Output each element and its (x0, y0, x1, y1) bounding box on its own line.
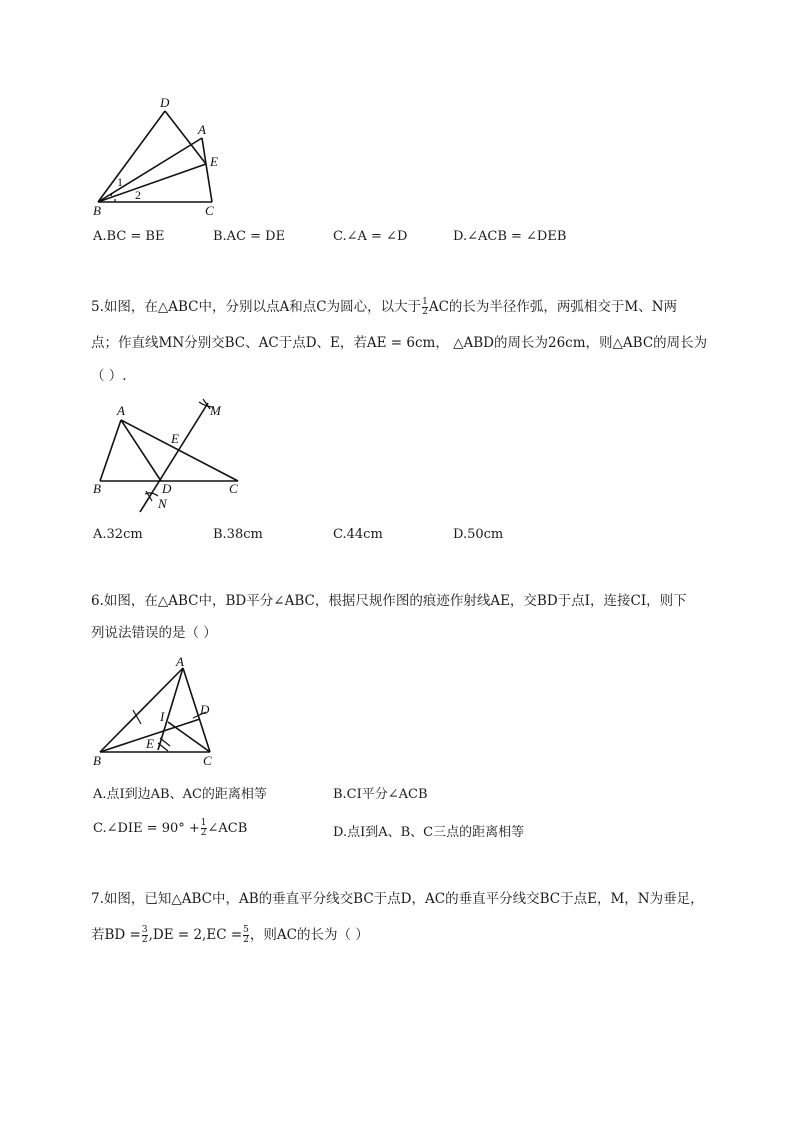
q7-stem-line2-mid: ,DE = 2,EC = (148, 927, 243, 943)
q6-label-D: D (200, 702, 210, 717)
q6-segment-CI (168, 722, 210, 752)
q6-option-c-fraction (201, 819, 207, 838)
q5-line-MN (140, 403, 208, 512)
q6-stem-line1: 6.如图，在△ABC中，BD平分∠ABC，根据尺规作图的痕迹作射线AE，交BD于点I，连接CI，则下 (91, 593, 687, 609)
q5-stem-line3: （ ）. (91, 368, 127, 384)
q6-tick-E1 (160, 738, 170, 746)
q6-option-c-tail: ∠ACB (207, 821, 248, 836)
q5-option-d[interactable]: D.50cm (453, 527, 504, 542)
q7-stem-line2-head: 若BD = (91, 927, 141, 943)
q5-label-D: D (162, 481, 172, 496)
q6-option-c[interactable] (93, 819, 247, 838)
q4-option-c[interactable]: C.∠A = ∠D (333, 229, 408, 244)
q6-label-E: E (146, 736, 154, 751)
q6-label-B: B (93, 753, 101, 768)
q5-segment-AC (121, 420, 238, 481)
q6-label-C: C (203, 753, 212, 768)
q5-fraction-num: 1 (422, 297, 428, 307)
q7-fraction-bd-num: 3 (141, 925, 148, 935)
q6-stem-line2: 列说法错误的是（ ） (91, 625, 217, 641)
q6-label-I: I (160, 709, 165, 724)
q5-label-N: N (158, 496, 167, 511)
q4-label-D: D (160, 95, 170, 110)
q5-label-A: A (117, 403, 125, 418)
q4-segment-BD (98, 111, 165, 202)
q5-label-M: M (210, 403, 221, 418)
q5-option-c[interactable]: C.44cm (333, 527, 383, 542)
q5-tick-M (203, 399, 210, 409)
q7-stem-line1: 7.如图，已知△ABC中，AB的垂直平分线交BC于点D，AC的垂直平分线交BC于点E，M，N为垂足， (91, 891, 704, 907)
q5-option-b[interactable]: B.38cm (213, 527, 263, 542)
q5-stem-line1-text: 5.如图，在△ABC中，分别以点A和点C为圆心，以大于 (91, 299, 422, 315)
q4-segment-BA (98, 138, 202, 202)
q4-segment-EC (206, 164, 212, 202)
q4-figure (88, 92, 228, 218)
q6-option-d[interactable]: D.点I到A、B、C三点的距离相等 (333, 825, 525, 840)
q5-fraction-den: 2 (422, 307, 428, 317)
q4-option-a[interactable]: A.BC = BE (93, 229, 165, 244)
q4-option-d[interactable]: D.∠ACB = ∠DEB (453, 229, 567, 244)
q6-option-b[interactable]: B.CI平分∠ACB (333, 787, 428, 802)
q5-label-E: E (171, 431, 179, 446)
q6-option-c-den: 2 (200, 828, 207, 838)
q7-stem-line2 (91, 925, 369, 945)
q6-figure (88, 652, 228, 770)
q6-label-A: A (176, 654, 184, 669)
q5-segment-AD (121, 420, 161, 481)
q7-stem-line2-tail: ，则AC的长为（ ） (249, 927, 369, 943)
q7-fraction-ec (243, 926, 249, 945)
q7-fraction-bd (142, 926, 148, 945)
q6-option-c-head: C.∠DIE = 90° + (93, 821, 200, 836)
q4-label-angle2: 2 (135, 188, 141, 202)
q7-fraction-ec-num: 5 (243, 925, 249, 935)
q6-option-c-num: 1 (200, 818, 207, 828)
q5-fraction-half (422, 298, 428, 317)
q7-fraction-ec-den: 2 (243, 935, 249, 945)
q5-option-a[interactable]: A.32cm (93, 527, 143, 542)
q6-option-a[interactable]: A.点I到边AB、AC的距离相等 (93, 787, 267, 802)
q5-figure (88, 395, 248, 520)
q7-fraction-bd-den: 2 (141, 935, 148, 945)
q4-label-angle1: 1 (117, 175, 123, 189)
q4-option-b[interactable]: B.AC = DE (213, 229, 286, 244)
q4-label-C: C (205, 203, 214, 218)
q5-label-B: B (93, 481, 101, 496)
q4-label-E: E (210, 154, 218, 169)
q5-stem-line1-tail: AC的长为半径作弧，两弧相交于M、N两 (428, 299, 678, 315)
q4-label-B: B (93, 203, 101, 218)
q5-stem-line2: 点；作直线MN分别交BC、AC于点D、E，若AE = 6cm， △ABD的周长为26cm，则△ABC的周长为 (91, 335, 708, 351)
q5-segment-AB (100, 420, 121, 481)
q5-stem-line1 (91, 297, 677, 317)
q5-label-C: C (229, 481, 238, 496)
q4-label-A: A (198, 122, 206, 137)
